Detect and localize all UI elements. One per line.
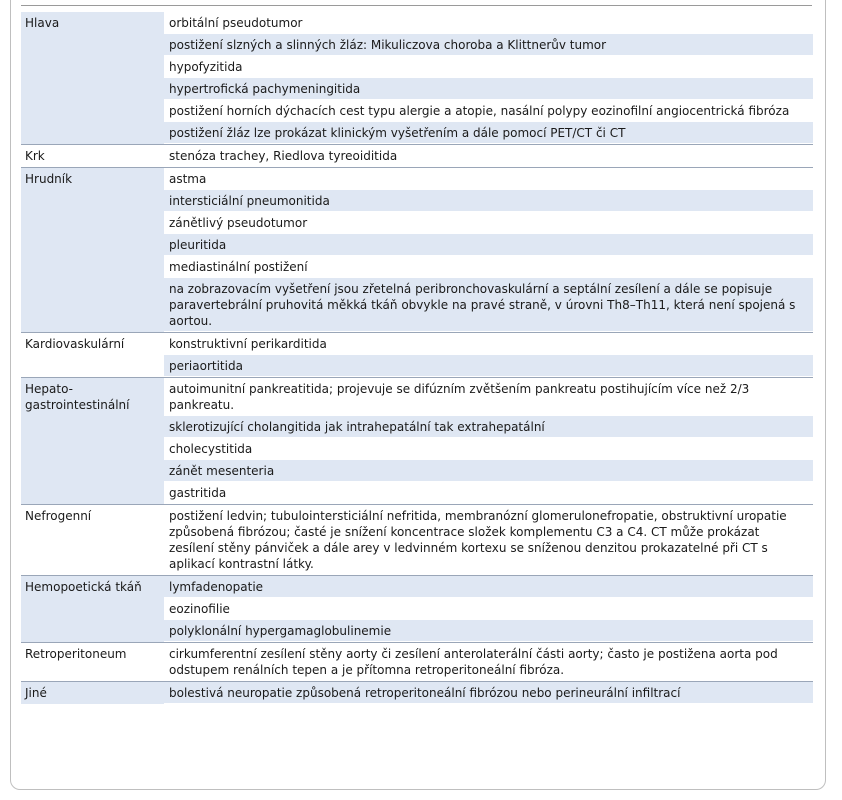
item-cell: pleuritida: [164, 234, 813, 256]
organ-involvement-table: [21, 12, 813, 704]
category-cell: Retroperitoneum: [21, 642, 164, 681]
item-cell: lymfadenopatie: [164, 575, 813, 598]
item-cell: postižení žláz lze prokázat klinickým vyšetřením a dále pomocí PET/CT či CT: [164, 122, 813, 144]
item-cell: autoimunitní pankreatitida; projevuje se difúzním zvětšením pankreatu postihujícím více než 2/3 pankreatu.: [164, 377, 813, 416]
item-cell: konstruktivní perikarditida: [164, 332, 813, 355]
item-cell: postižení horních dýchacích cest typu alergie a atopie, nasální polypy eozinofilní angiocentrická fibróza: [164, 100, 813, 122]
item-cell: postižení slzných a slinných žláz: Mikuliczova choroba a Klittnerův tumor: [164, 34, 813, 56]
item-cell: stenóza trachey, Riedlova tyreoiditida: [164, 144, 813, 167]
item-cell: polyklonální hypergamaglobulinemie: [164, 620, 813, 642]
item-cell: postižení ledvin; tubulointersticiální nefritida, membranózní glomerulonefropatie, obstruktivní uropatie způsobená fibrózou; časté je snížení koncentrace složek komplementu C3 a C4. CT může prokázat zesílení stěny pánviček a dále arey v ledvinném kortexu se sníženou denzitou prokazatelné při CT s aplikací kontrastní látky.: [164, 504, 813, 575]
table-row: [21, 575, 813, 598]
item-cell: bolestivá neuropatie způsobená retroperitoneální fibrózou nebo perineurální infiltrací: [164, 681, 813, 704]
table-row: [21, 12, 813, 34]
item-cell: orbitální pseudotumor: [164, 12, 813, 34]
table-row: [21, 377, 813, 416]
category-cell: Hemopoetická tkáň: [21, 575, 164, 642]
table-row: [21, 144, 813, 167]
item-cell: na zobrazovacím vyšetření jsou zřetelná peribronchovaskulární a septální zesílení a dále se popisuje paravertebrální pruhovitá měkká tkáň obvykle na pravé straně, v úrovni Th8–Th11, která není spojená s aortou.: [164, 278, 813, 332]
table-body: [21, 12, 813, 704]
category-cell: Nefrogenní: [21, 504, 164, 575]
item-cell: cholecystitida: [164, 438, 813, 460]
item-cell: zánět mesenteria: [164, 460, 813, 482]
item-cell: hypofyzitida: [164, 56, 813, 78]
table-row: [21, 167, 813, 190]
item-cell: eozinofilie: [164, 598, 813, 620]
top-rule: [21, 5, 812, 6]
category-cell: Jiné: [21, 681, 164, 704]
table-row: [21, 642, 813, 681]
category-cell: Hrudník: [21, 167, 164, 332]
category-cell: Kardiovaskulární: [21, 332, 164, 377]
item-cell: intersticiální pneumonitida: [164, 190, 813, 212]
item-cell: zánětlivý pseudotumor: [164, 212, 813, 234]
item-cell: mediastinální postižení: [164, 256, 813, 278]
item-cell: cirkumferentní zesílení stěny aorty či zesílení anterolaterální části aorty; často je postižena aorta pod odstupem renálních tepen a je přítomna retroperitoneální fibróza.: [164, 642, 813, 681]
item-cell: periaortitida: [164, 355, 813, 377]
category-cell: Krk: [21, 144, 164, 167]
item-cell: sklerotizující cholangitida jak intrahepatální tak extrahepatální: [164, 416, 813, 438]
category-cell: Hlava: [21, 12, 164, 144]
category-cell: Hepato-gastrointestinální: [21, 377, 164, 504]
table-row: [21, 504, 813, 575]
item-cell: astma: [164, 167, 813, 190]
table-row: [21, 681, 813, 704]
item-cell: hypertrofická pachymeningitida: [164, 78, 813, 100]
table-row: [21, 332, 813, 355]
item-cell: gastritida: [164, 482, 813, 504]
